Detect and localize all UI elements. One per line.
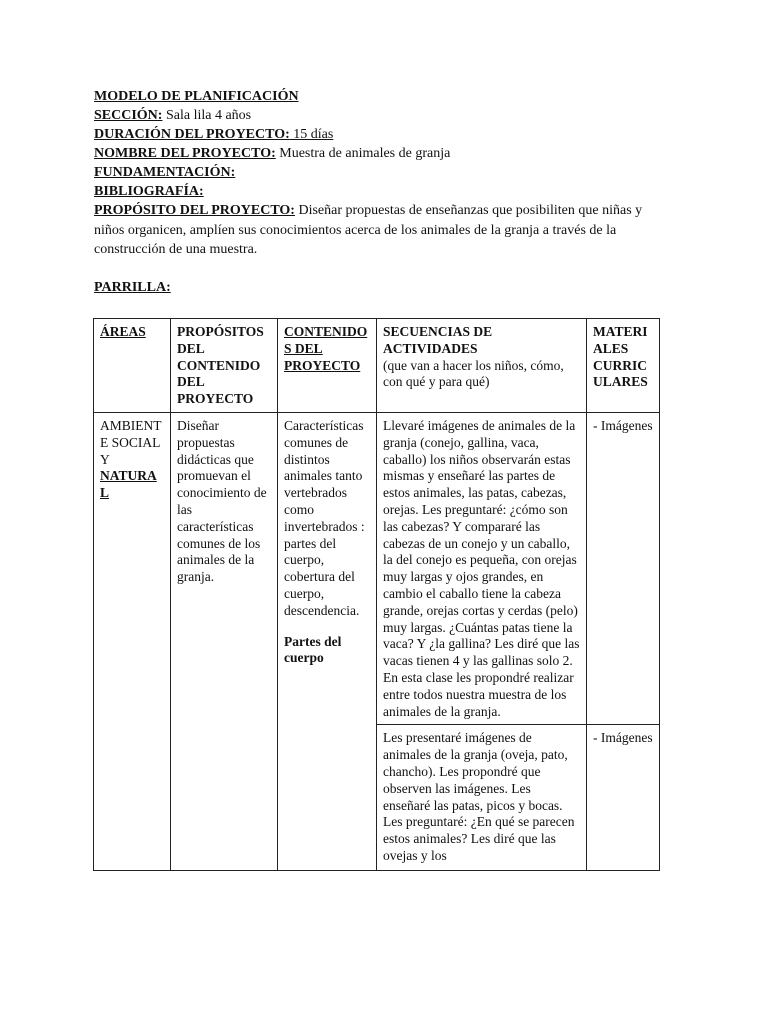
- contenido-spacer: [284, 620, 370, 634]
- duracion-label: DURACIÓN DEL PROYECTO:: [94, 127, 290, 142]
- doc-title-line: [94, 87, 664, 106]
- header-areas: [94, 319, 171, 413]
- secuencia-1-text: Llevaré imágenes de animales de la granja (conejo, gallina, vaca, caballo) los niños observarán estas mismas y enseñaré las partes de estos animales, las patas, cabezas, orejas. Les preguntaré: ¿cómo son las cabezas? Y compararé las cabezas de un conejo y un caballo, la del conejo es pequeña, con orejas muy largas y ojos grandes, en cambio el caballo tiene la cabeza grande, orejas cortas y cerdas (pelo) muy largas. ¿Cuántas patas tiene la vaca? Y ¿la gallina? Les diré que las vacas tienen 4 y las gallinas solo 2. En esta clase les propondré realizar entre todos nuestra muestra de los animales de la granja.: [383, 417, 580, 719]
- secuencia-2-text: Les presentaré imágenes de animales de la granja (oveja, pato, chancho). Les propondré que observen las imágenes. Les enseñaré las patas, picos y bocas. Les preguntaré: ¿En qué se parecen estos animales? Les diré que las ovejas y los: [383, 730, 575, 863]
- planning-table: [93, 318, 660, 871]
- header-propositos: [171, 319, 278, 413]
- table-header-row: [94, 319, 660, 413]
- fundamentacion-label: FUNDAMENTACIÓN:: [94, 165, 236, 180]
- contenido-cell-text: Características comunes de distintos animales tanto vertebrados como invertebrados : partes del cuerpo, cobertura del cuerpo, descendencia.: [284, 417, 365, 618]
- header-contenidos: [278, 319, 377, 413]
- header-secuencias-sub: (que van a hacer los niños, cómo, con qué y para qué): [383, 357, 564, 390]
- seccion-value: Sala lila 4 años: [162, 108, 252, 123]
- header-areas-text: ÁREAS: [100, 324, 146, 339]
- proposito-cell-text: Diseñar propuestas didácticas que promuevan el conocimiento de las características comunes de los animales de la granja.: [177, 417, 267, 585]
- area-plain-text: AMBIENTE SOCIAL Y: [100, 417, 162, 467]
- bibliografia-line: [94, 182, 664, 201]
- cell-proposito: [171, 412, 278, 870]
- material-2-text: - Imágenes: [593, 730, 653, 746]
- bibliografia-label: BIBLIOGRAFÍA:: [94, 184, 204, 199]
- proposito-label: PROPÓSITO DEL PROYECTO:: [94, 203, 295, 218]
- contenido-bold-text: Partes del cuerpo: [284, 633, 342, 666]
- nombre-value: Muestra de animales de granja: [275, 146, 451, 161]
- cell-area: [94, 412, 171, 870]
- duracion-line: [94, 125, 664, 144]
- header-materiales-text: MATERIALES CURRICULARES: [593, 324, 648, 390]
- fundamentacion-line: [94, 163, 664, 182]
- duracion-value: 15 días: [289, 127, 334, 142]
- nombre-label: NOMBRE DEL PROYECTO:: [94, 146, 276, 161]
- parrilla-label: PARRILLA:: [94, 279, 171, 295]
- seccion-label: SECCIÓN:: [94, 108, 163, 123]
- doc-title: MODELO DE PLANIFICACIÓN: [94, 89, 299, 104]
- table-row: [94, 412, 660, 724]
- proposito-paragraph: [94, 201, 664, 260]
- seccion-line: [94, 106, 664, 125]
- header-secuencias: [377, 319, 587, 413]
- header-materiales: [587, 319, 660, 413]
- document-header: [94, 87, 664, 296]
- proposito-value: Diseñar propuestas de enseñanzas que posibiliten que niñas y niños organicen, amplíen sus conocimientos acerca de los animales de la granja a través de la construcción de una muestra.: [94, 203, 643, 257]
- header-contenidos-text: CONTENIDOS DEL PROYECTO: [284, 324, 368, 373]
- area-bold-text: NATURAL: [100, 468, 157, 501]
- material-1-text: - Imágenes: [593, 417, 653, 433]
- cell-material-1: [587, 412, 660, 724]
- cell-secuencia-2: [377, 725, 587, 871]
- cell-material-2: [587, 725, 660, 871]
- cell-contenido: [278, 412, 377, 870]
- header-secuencias-text: SECUENCIAS DE ACTIVIDADES: [383, 324, 493, 356]
- nombre-line: [94, 144, 664, 163]
- cell-secuencia-1: [377, 412, 587, 724]
- header-propositos-text: PROPÓSITOS DEL CONTENIDO DEL PROYECTO: [177, 324, 264, 407]
